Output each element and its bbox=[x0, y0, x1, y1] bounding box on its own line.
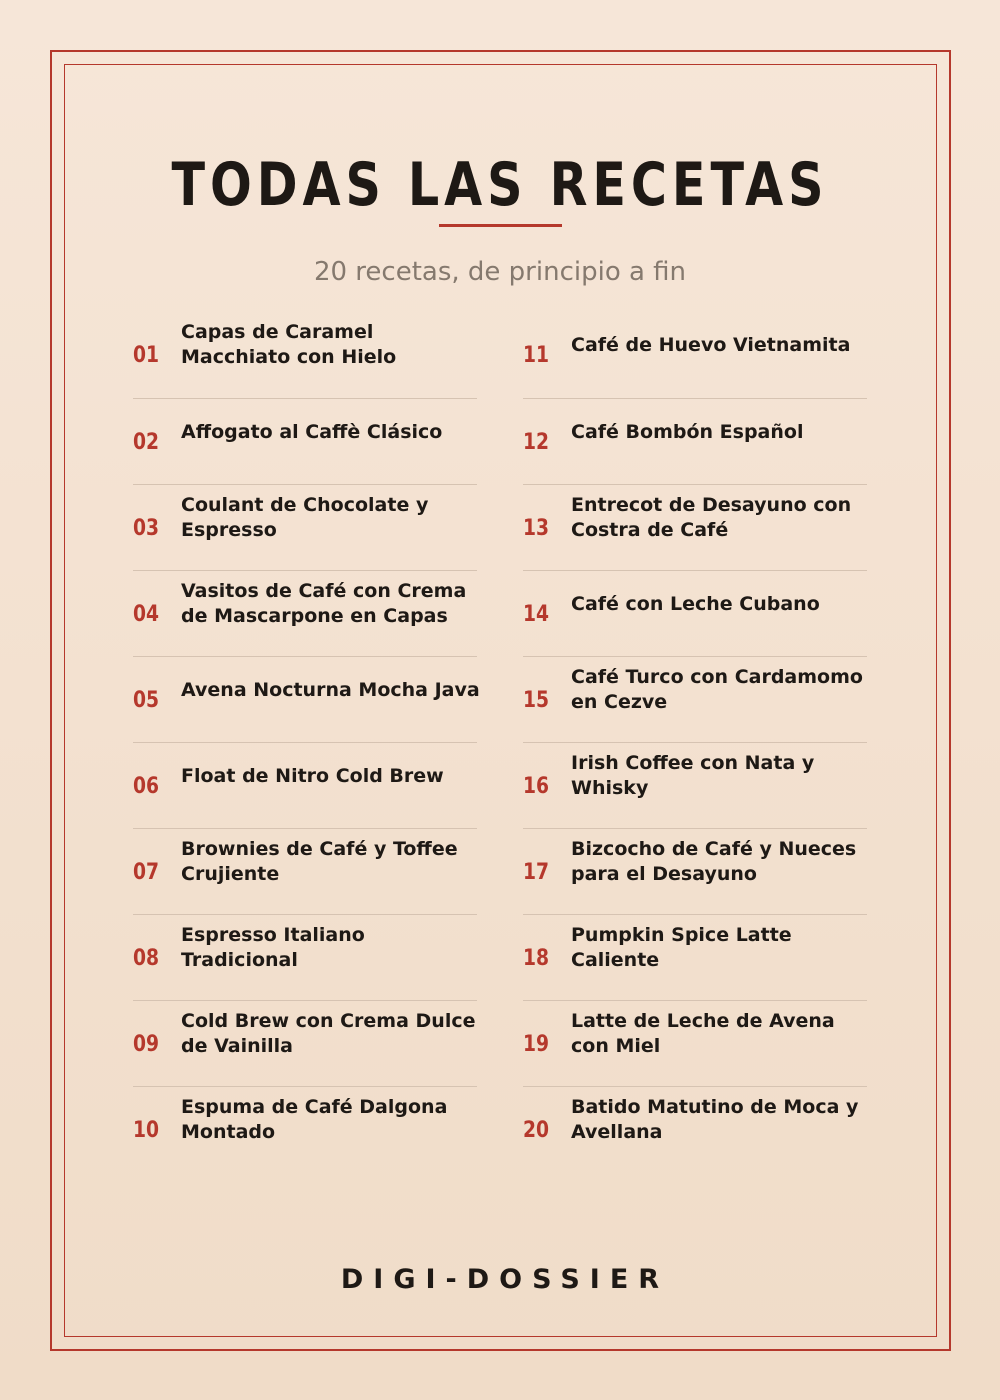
recipe-item[interactable] bbox=[133, 914, 477, 1001]
recipe-title: Latte de Leche de Avena con Miel bbox=[571, 1010, 835, 1057]
recipe-number: 19 bbox=[523, 1031, 550, 1057]
recipe-title: Float de Nitro Cold Brew bbox=[181, 764, 444, 787]
recipe-title: Coulant de Chocolate y Espresso bbox=[181, 494, 429, 541]
recipe-title: Espuma de Café Dalgona Montado bbox=[181, 1096, 448, 1143]
recipe-title: Affogato al Caffè Clásico bbox=[181, 420, 443, 443]
title-underline bbox=[439, 224, 562, 227]
recipe-number: 18 bbox=[523, 945, 550, 971]
recipe-item[interactable] bbox=[523, 656, 867, 743]
recipe-item[interactable] bbox=[523, 1086, 867, 1173]
recipe-number: 07 bbox=[133, 859, 160, 885]
recipe-title: Brownies de Café y Toffee Crujiente bbox=[181, 838, 458, 885]
recipe-number: 01 bbox=[133, 342, 160, 368]
recipe-number: 08 bbox=[133, 945, 160, 971]
recipe-item[interactable] bbox=[133, 484, 477, 571]
recipe-item[interactable] bbox=[133, 1000, 477, 1087]
recipe-number: 11 bbox=[523, 342, 550, 368]
recipe-item[interactable] bbox=[133, 398, 477, 485]
page-subtitle: 20 recetas, de principio a fin bbox=[313, 257, 687, 287]
recipe-item[interactable] bbox=[523, 914, 867, 1001]
recipe-number: 05 bbox=[133, 687, 160, 713]
recipe-item[interactable] bbox=[523, 570, 867, 657]
recipe-number: 14 bbox=[523, 601, 550, 627]
recipe-number: 15 bbox=[523, 687, 550, 713]
recipe-number: 13 bbox=[523, 515, 550, 541]
recipe-title: Capas de Caramel Macchiato con Hielo bbox=[181, 321, 397, 368]
recipe-number: 06 bbox=[133, 773, 160, 799]
recipe-title: Café Bombón Español bbox=[571, 420, 804, 443]
recipe-item[interactable] bbox=[523, 1000, 867, 1087]
recipe-item[interactable] bbox=[133, 1086, 477, 1173]
recipe-item[interactable] bbox=[523, 828, 867, 915]
page-title: TODAS LAS RECETAS bbox=[171, 150, 829, 220]
recipe-number: 20 bbox=[523, 1117, 550, 1143]
recipe-number: 03 bbox=[133, 515, 160, 541]
recipe-item[interactable] bbox=[523, 398, 867, 485]
recipe-title: Entrecot de Desayuno con Costra de Café bbox=[571, 494, 852, 541]
recipe-title: Bizcocho de Café y Nueces para el Desayuno bbox=[571, 838, 857, 885]
recipe-title: Avena Nocturna Mocha Java bbox=[181, 678, 480, 701]
recipe-item[interactable] bbox=[133, 656, 480, 743]
brand-footer: DIGI-DOSSIER bbox=[340, 1264, 670, 1295]
recipe-item[interactable] bbox=[133, 312, 477, 398]
recipe-title: Pumpkin Spice Latte Caliente bbox=[571, 924, 792, 971]
recipe-item[interactable] bbox=[523, 742, 867, 829]
recipe-number: 16 bbox=[523, 773, 550, 799]
recipe-item[interactable] bbox=[133, 828, 477, 915]
recipe-title: Café Turco con Cardamomo en Cezve bbox=[571, 666, 863, 713]
recipe-number: 09 bbox=[133, 1031, 160, 1057]
recipe-number: 02 bbox=[133, 429, 160, 455]
recipe-title: Irish Coffee con Nata y Whisky bbox=[571, 752, 815, 799]
recipe-title: Vasitos de Café con Crema de Mascarpone en Capas bbox=[181, 580, 467, 627]
recipe-item[interactable] bbox=[133, 742, 477, 829]
recipe-number: 17 bbox=[523, 859, 550, 885]
recipe-title: Café con Leche Cubano bbox=[571, 592, 820, 615]
recipe-number: 12 bbox=[523, 429, 550, 455]
recipe-title: Café de Huevo Vietnamita bbox=[571, 333, 851, 356]
recipe-item[interactable] bbox=[133, 570, 477, 657]
recipe-title: Cold Brew con Crema Dulce de Vainilla bbox=[181, 1010, 476, 1057]
recipe-number: 10 bbox=[133, 1117, 160, 1143]
recipe-item[interactable] bbox=[523, 312, 867, 398]
recipe-title: Batido Matutino de Moca y Avellana bbox=[571, 1096, 859, 1143]
recipe-number: 04 bbox=[133, 601, 160, 627]
recipe-item[interactable] bbox=[523, 484, 867, 571]
recipe-title: Espresso Italiano Tradicional bbox=[181, 924, 365, 971]
